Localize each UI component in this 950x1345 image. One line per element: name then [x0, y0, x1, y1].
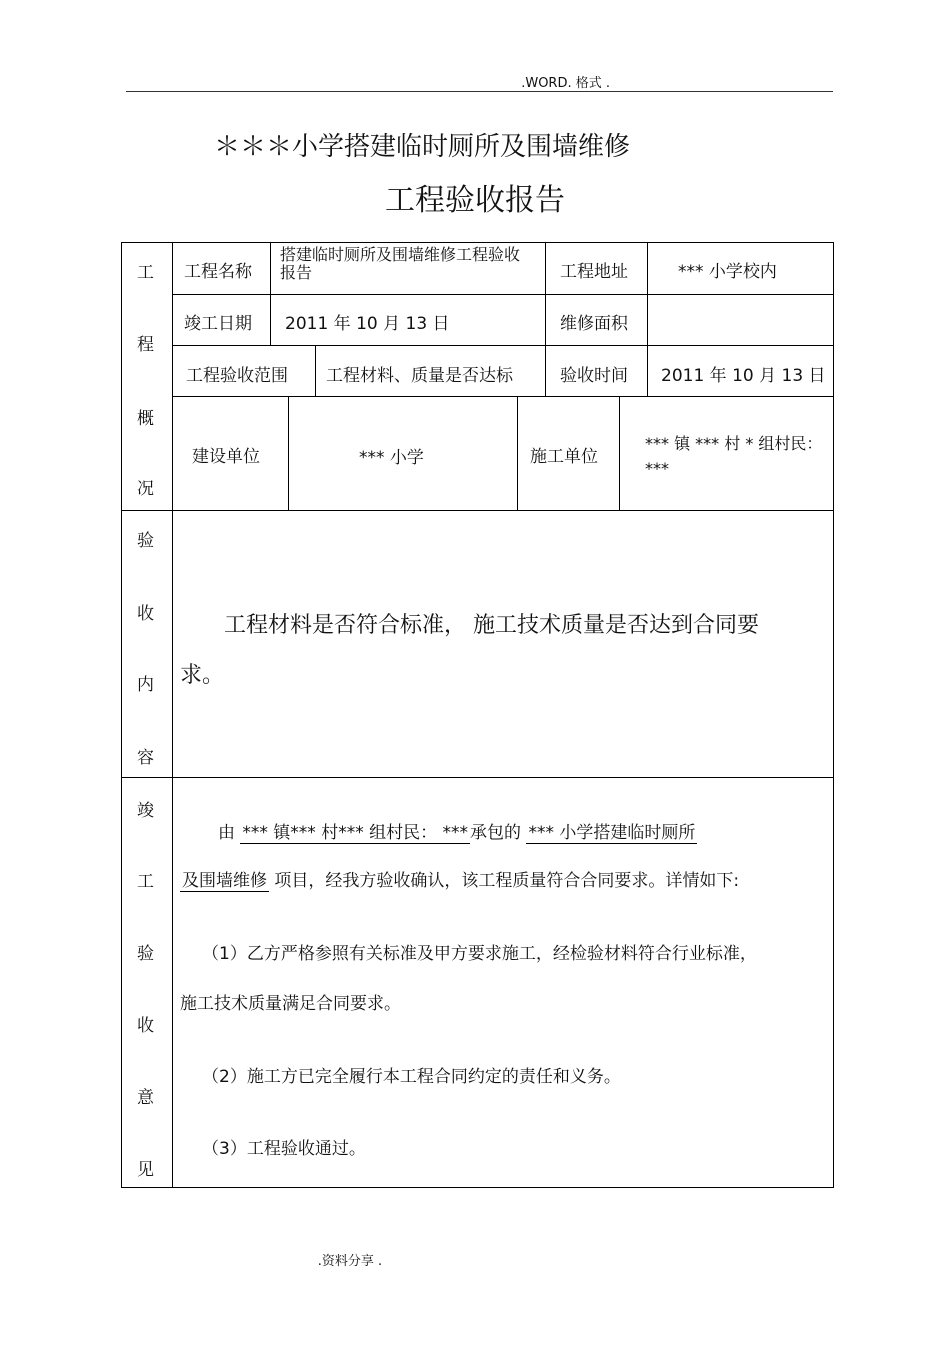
- project-name-label: 工程名称: [184, 262, 252, 282]
- address-value: *** 小学校内: [678, 262, 777, 282]
- side-label-overview: 况: [137, 479, 154, 499]
- side-label-opinion: 见: [137, 1160, 154, 1180]
- opinion-item-1-cont: 施工技术质量满足合同要求。: [180, 994, 401, 1014]
- side-label-content: 内: [137, 675, 154, 695]
- row-divider: [172, 396, 833, 397]
- completion-date-label: 竣工日期: [184, 314, 252, 334]
- header-rule: [126, 91, 833, 92]
- side-column-divider: [172, 242, 173, 1188]
- side-label-content: 收: [137, 604, 154, 624]
- project-name-underlined-cont: 及围墙维修: [182, 871, 267, 891]
- cell-divider: [619, 396, 620, 510]
- opinion-paragraph-line-1: [218, 818, 697, 843]
- row-divider: [172, 345, 833, 346]
- opinion-item-2: （2）施工方已完全履行本工程合同约定的责任和义务。: [202, 1067, 621, 1087]
- completion-date-value: 2011 年 10 月 13 日: [285, 314, 450, 334]
- section-divider: [121, 777, 833, 778]
- scope-label: 工程验收范围: [186, 366, 288, 386]
- side-label-opinion: 收: [137, 1016, 154, 1036]
- content-line-1: 工程材料是否符合标准， 施工技术质量是否达到合同要: [224, 613, 759, 638]
- opinion-item-3: （3）工程验收通过。: [202, 1139, 366, 1159]
- report-subtitle: 工程验收报告: [385, 183, 565, 218]
- side-label-overview: 概: [137, 409, 154, 429]
- cell-divider: [288, 396, 289, 510]
- opinion-item-1: （1）乙方严格参照有关标准及甲方要求施工，经检验材料符合行业标准，: [202, 944, 757, 964]
- opinion-paragraph-line-2: [180, 866, 739, 891]
- cell-divider: [315, 345, 316, 396]
- side-label-opinion: 竣: [137, 801, 154, 821]
- section-divider: [121, 510, 833, 511]
- contractor-label: 施工单位: [530, 447, 598, 467]
- scope-value: 工程材料、质量是否达标: [326, 366, 513, 386]
- repair-area-label: 维修面积: [560, 314, 628, 334]
- cell-divider: [270, 242, 271, 345]
- side-label-overview: 工: [137, 263, 154, 283]
- side-label-opinion: 意: [137, 1088, 154, 1108]
- opinion-suffix: 项目，经我方验收确认，该工程质量符合合同要求。详情如下:: [274, 871, 740, 891]
- page-footer: .资料分享 .: [317, 1254, 383, 1269]
- project-name-underlined: *** 小学搭建临时厕所: [528, 823, 696, 843]
- project-name-value: 搭建临时厕所及围墙维修工程验收报告: [280, 245, 521, 282]
- acceptance-time-value: 2011 年 10 月 13 日: [661, 366, 826, 386]
- row-divider: [172, 294, 833, 295]
- cell-divider: [517, 396, 518, 510]
- builder-label: 建设单位: [192, 447, 260, 467]
- side-label-content: 验: [137, 531, 154, 551]
- opinion-prefix: 由: [218, 823, 235, 843]
- content-line-2: 求。: [180, 663, 225, 688]
- side-label-overview: 程: [137, 335, 154, 355]
- contractor-value: *** 镇 *** 村 * 组村民： ***: [645, 434, 823, 478]
- side-label-content: 容: [137, 748, 154, 768]
- address-label: 工程地址: [560, 262, 628, 282]
- contractor-name-underlined: *** 镇*** 村*** 组村民： ***: [242, 823, 469, 843]
- side-label-opinion: 验: [137, 944, 154, 964]
- cell-divider: [545, 242, 546, 396]
- report-title: ＊＊＊小学搭建临时厕所及围墙维修: [214, 132, 631, 162]
- cell-divider: [647, 242, 648, 396]
- page-header: .WORD. 格式 .: [521, 76, 610, 91]
- opinion-mid: 承包的: [470, 823, 522, 843]
- side-label-opinion: 工: [137, 872, 154, 892]
- builder-value: *** 小学: [359, 448, 424, 468]
- acceptance-time-label: 验收时间: [560, 366, 628, 386]
